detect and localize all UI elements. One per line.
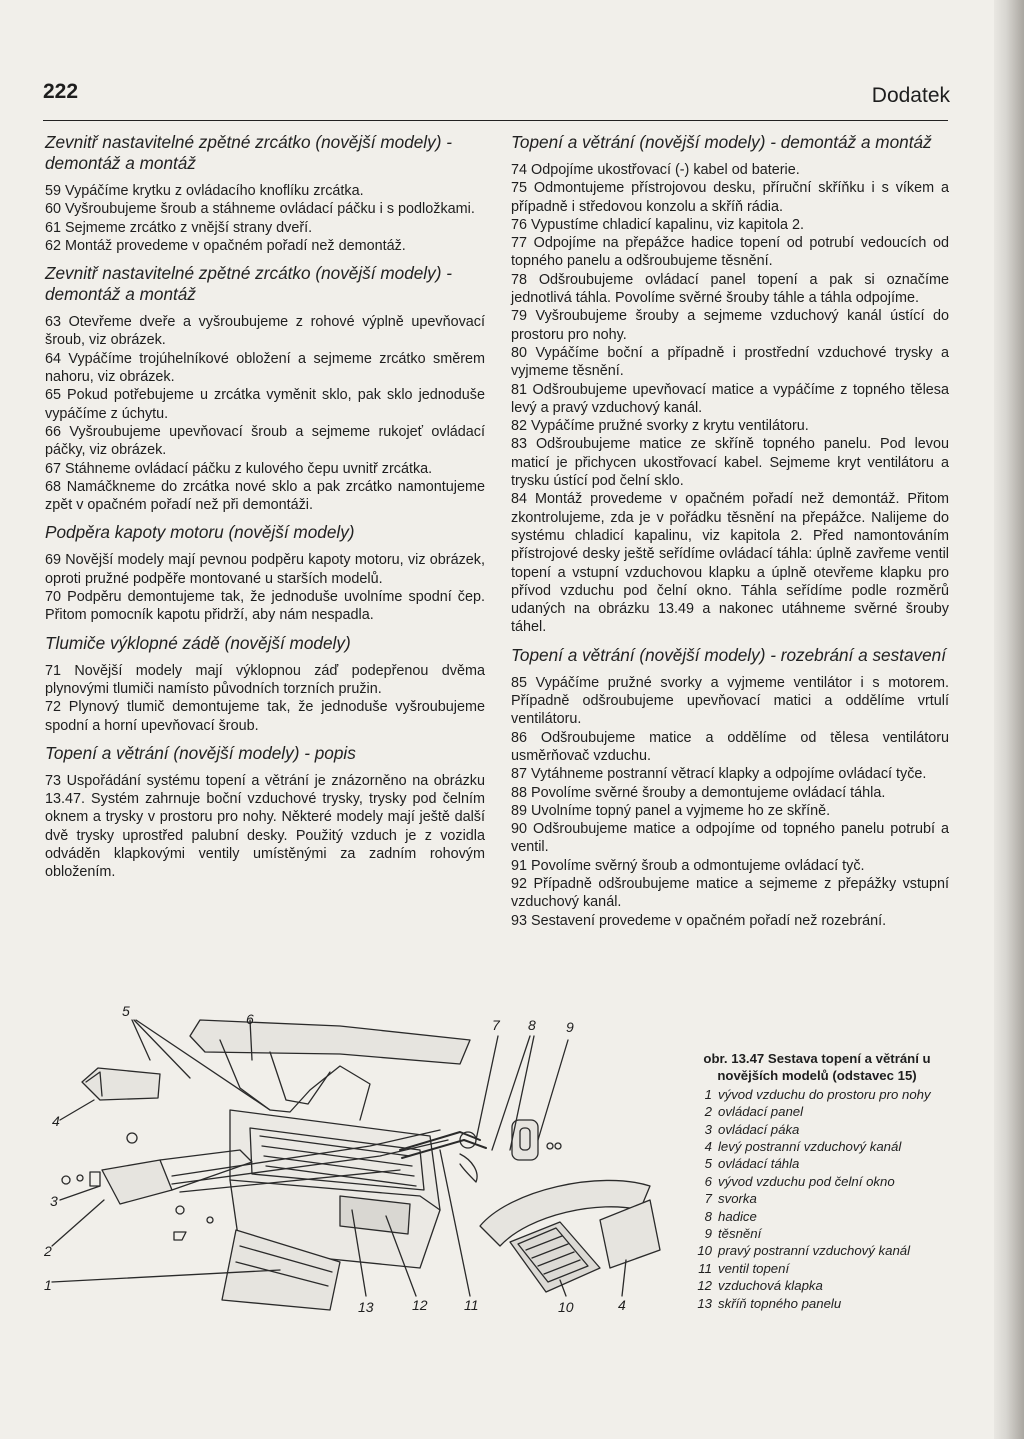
- section: [511, 645, 949, 930]
- legend-number: 3: [704, 1121, 712, 1137]
- legend-text: skříň topného panelu: [718, 1295, 842, 1311]
- paragraph: 75 Odmontujeme přístrojovou desku, příruční skříňku i s víkem a případně i středovou konzolu a skříň rádia.: [511, 180, 949, 215]
- section: [45, 263, 485, 514]
- callout-label: 1: [44, 1277, 52, 1293]
- section-heading: Zevnitř nastavitelné zpětné zrcátko (novější modely) - demontáž a montáž: [45, 263, 452, 305]
- paragraph: 77 Odpojíme na přepážce hadice topení od potrubí vedoucích od topného panelu a odšroubujeme těsnění.: [511, 235, 949, 270]
- section-heading: Topení a větrání (novější modely) - rozebrání a sestavení: [511, 644, 947, 665]
- paragraph: 83 Odšroubujeme matice ze skříně topného panelu. Pod levou maticí je přichycen ukostřovací kabel. Sejmeme kryt ventilátoru a trysku ústící pod čelní sklo.: [511, 436, 949, 490]
- paragraph: 79 Vyšroubujeme šrouby a sejmeme vzduchový kanál ústící do prostoru pro nohy.: [511, 308, 949, 343]
- section: [45, 522, 485, 624]
- legend-item: [686, 1155, 948, 1172]
- caption-title: obr. 13.47 Sestava topení a větrání u novějších modelů (odstavec 15): [703, 1051, 931, 1084]
- legend-text: těsnění: [718, 1226, 762, 1242]
- legend-number: 13: [697, 1295, 712, 1311]
- legend-number: 9: [704, 1226, 712, 1242]
- paragraph: 81 Odšroubujeme upevňovací matice a vypáčíme z topného tělesa levý a pravý vzduchový kanál.: [511, 381, 949, 416]
- legend-number: 6: [704, 1173, 712, 1189]
- legend-item: [686, 1208, 948, 1225]
- legend-number: 8: [704, 1208, 712, 1224]
- section: [511, 132, 949, 637]
- legend-item: [686, 1103, 948, 1120]
- callout-label: 7: [492, 1017, 500, 1033]
- paragraph: 92 Případně odšroubujeme matice a sejmeme z přepážky vstupní vzduchový kanál.: [511, 875, 949, 911]
- legend-item: [686, 1173, 948, 1190]
- page-edge-shadow: [994, 0, 1024, 1439]
- callout-label: 11: [464, 1297, 479, 1313]
- legend-item: [686, 1225, 948, 1242]
- left-column: [45, 132, 485, 882]
- callout-label: 2: [44, 1243, 52, 1259]
- paragraph: 59 Vypáčíme krytku z ovládacího knoflíku zrcátka.: [45, 183, 364, 199]
- paragraph: 70 Podpěru demontujeme tak, že jednoduše uvolníme spodní čep. Přitom pomocník kapotu přidrží, aby nám nespadla.: [45, 589, 485, 624]
- paragraph: 73 Uspořádání systému topení a větrání je znázorněno na obrázku 13.47. Systém zahrnuje boční vzduchové trysky, trysky pod čelním oknem a trysky v prostoru pro nohy. Některé modely mají ještě další dvě trysky uprostřed palubní desky. Použitý vzduch je z vozidla odváděn klapkovými ventily umístěnými za zadním rohovým obložením.: [45, 772, 485, 881]
- callout-label: 9: [566, 1019, 574, 1035]
- paragraph: 63 Otevřeme dveře a vyšroubujeme z rohové výplně upevňovací šroub, viz obrázek.: [45, 314, 485, 349]
- paragraph: 80 Vypáčíme boční a případně i prostřední vzduchové trysky a vyjmeme těsnění.: [511, 344, 949, 380]
- callout-label: 10: [558, 1299, 574, 1315]
- legend-item: [686, 1260, 948, 1277]
- legend-number: 5: [704, 1156, 712, 1172]
- callout-label: 13: [358, 1299, 374, 1315]
- paragraph: 76 Vypustíme chladicí kapalinu, viz kapitola 2.: [511, 216, 805, 233]
- legend-text: pravý postranní vzduchový kanál: [718, 1243, 911, 1259]
- paragraph: 82 Vypáčíme pružné svorky z krytu ventilátoru.: [511, 418, 809, 435]
- callout-label: 6: [246, 1011, 254, 1027]
- section-heading: Podpěra kapoty motoru (novější modely): [45, 522, 355, 543]
- section-heading: Topení a větrání (novější modely) - popis: [45, 742, 356, 763]
- paragraph: 66 Vyšroubujeme upevňovací šroub a sejmeme rukojeť ovládací páčky, viz obrázek.: [45, 423, 485, 459]
- section: [45, 132, 485, 255]
- paragraph: 69 Novější modely mají pevnou podpěru kapoty motoru, viz obrázek, oproti pružné podpěře montované u starších modelů.: [45, 552, 485, 587]
- paragraph: 90 Odšroubujeme matice a odpojíme od topného panelu potrubí a ventil.: [511, 821, 949, 856]
- callout-label: 12: [412, 1297, 428, 1313]
- legend-item: [686, 1121, 948, 1138]
- section-heading: Topení a větrání (novější modely) - demontáž a montáž: [511, 132, 932, 152]
- legend-text: hadice: [718, 1208, 757, 1224]
- paragraph: 89 Uvolníme topný panel a vyjmeme ho ze skříně.: [511, 802, 831, 819]
- legend-text: vývod vzduchu pod čelní okno: [718, 1173, 895, 1189]
- legend-number: 7: [704, 1191, 712, 1207]
- legend-number: 10: [697, 1243, 712, 1259]
- legend-item: [686, 1277, 948, 1294]
- paragraph: 86 Odšroubujeme matice a oddělíme od tělesa ventilátoru usměrňovač vzduchu.: [511, 729, 949, 764]
- legend-text: vývod vzduchu do prostoru pro nohy: [718, 1086, 931, 1102]
- legend-item: [686, 1295, 948, 1312]
- paragraph: 88 Povolíme svěrné šrouby a demontujeme ovládací táhla.: [511, 784, 886, 801]
- paragraph: 71 Novější modely mají výklopnou záď podepřenou dvěma plynovými tlumiči namísto původních torzních pružin.: [45, 662, 485, 697]
- section-heading: Tlumiče výklopné zádě (novější modely): [45, 632, 351, 653]
- legend-number: 11: [698, 1260, 712, 1276]
- callout-label: 8: [528, 1017, 536, 1033]
- paragraph: 91 Povolíme svěrný šroub a odmontujeme ovládací tyč.: [511, 857, 865, 874]
- callout-label: 4: [52, 1113, 60, 1129]
- legend-item: [686, 1086, 948, 1103]
- paragraph: 85 Vypáčíme pružné svorky a vyjmeme ventilátor i s motorem. Případně odšroubujeme upevňovací matici a oddělíme vrtulí ventilátoru.: [511, 674, 949, 728]
- paragraph: 65 Pokud potřebujeme u zrcátka vyměnit sklo, pak sklo jednoduše vypáčíme z úchytu.: [45, 387, 485, 422]
- legend-item: [686, 1138, 948, 1155]
- chapter-title: Dodatek: [871, 84, 950, 107]
- legend-text: levý postranní vzduchový kanál: [718, 1139, 902, 1155]
- legend-item: [686, 1242, 948, 1259]
- legend-number: 1: [704, 1086, 712, 1102]
- paragraph: 64 Vypáčíme trojúhelníkové obložení a sejmeme zrcátko směrem nahoru, viz obrázek.: [45, 350, 485, 386]
- paragraph: 74 Odpojíme ukostřovací (-) kabel od baterie.: [511, 162, 800, 178]
- legend-text: ovládací páka: [718, 1121, 800, 1137]
- legend-text: ovládací panel: [718, 1104, 804, 1120]
- legend-text: vzduchová klapka: [718, 1278, 823, 1294]
- paragraph: 61 Sejmeme zrcátko z vnější strany dveří.: [45, 219, 313, 236]
- legend-text: ventil topení: [718, 1260, 790, 1276]
- legend-number: 12: [697, 1278, 712, 1294]
- figure-caption: [686, 1050, 948, 1312]
- header-rule: [43, 120, 948, 121]
- heater-assembly-drawing: [40, 1000, 680, 1340]
- section: [45, 743, 485, 882]
- legend-text: ovládací táhla: [718, 1156, 800, 1172]
- legend-number: 4: [704, 1139, 712, 1155]
- callout-label: 3: [50, 1193, 58, 1209]
- paragraph: 72 Plynový tlumič demontujeme tak, že jednoduše vyšroubujeme spodní a horní upevňovací šroub.: [45, 699, 485, 734]
- page-number: 222: [43, 80, 79, 103]
- callout-label: 4: [618, 1297, 626, 1313]
- section-heading: Zevnitř nastavitelné zpětné zrcátko (novější modely) - demontáž a montáž: [45, 132, 452, 173]
- legend-number: 2: [704, 1104, 712, 1120]
- section: [45, 633, 485, 735]
- paragraph: 62 Montáž provedeme v opačném pořadí než demontáž.: [45, 237, 406, 254]
- paragraph: 67 Stáhneme ovládací páčku z kulového čepu uvnitř zrcátka.: [45, 460, 433, 477]
- legend-item: [686, 1190, 948, 1207]
- paragraph: 93 Sestavení provedeme v opačném pořadí než rozebrání.: [511, 912, 887, 929]
- paragraph: 84 Montáž provedeme v opačném pořadí než demontáž. Přitom zkontrolujeme, zda je v pořádku těsnění na přepážce. Nalijeme do systému chladicí kapalinu, viz kapitola 2. Před namontováním přístrojové desky ještě seřídíme ovládací táhla: úplně zavřeme ventil topení a vstupní vzduchovou klapku a úplně otevřeme klapku pro přívod vzduchu pod čelní okno. Táhla seřídíme podle rozměrů udaných na obrázku 13.49 a nakonec utáhneme svěrné šrouby táhel.: [511, 491, 949, 636]
- callout-label: 5: [122, 1003, 130, 1019]
- paragraph: 87 Vytáhneme postranní větrací klapky a odpojíme ovládací tyče.: [511, 766, 927, 783]
- right-column: [511, 132, 949, 930]
- heater-assembly-figure: [40, 1000, 680, 1340]
- paragraph: 60 Vyšroubujeme šroub a stáhneme ovládací páčku i s podložkami.: [45, 201, 475, 218]
- legend-text: svorka: [718, 1191, 757, 1207]
- paragraph: 78 Odšroubujeme ovládací panel topení a pak si označíme jednotlivá táhla. Povolíme svěrné šrouby táhle a táhla odpojíme.: [511, 271, 949, 307]
- paragraph: 68 Namáčkneme do zrcátka nové sklo a pak zrcátko namontujeme zpět v opačném pořadí než při demontáži.: [45, 478, 485, 514]
